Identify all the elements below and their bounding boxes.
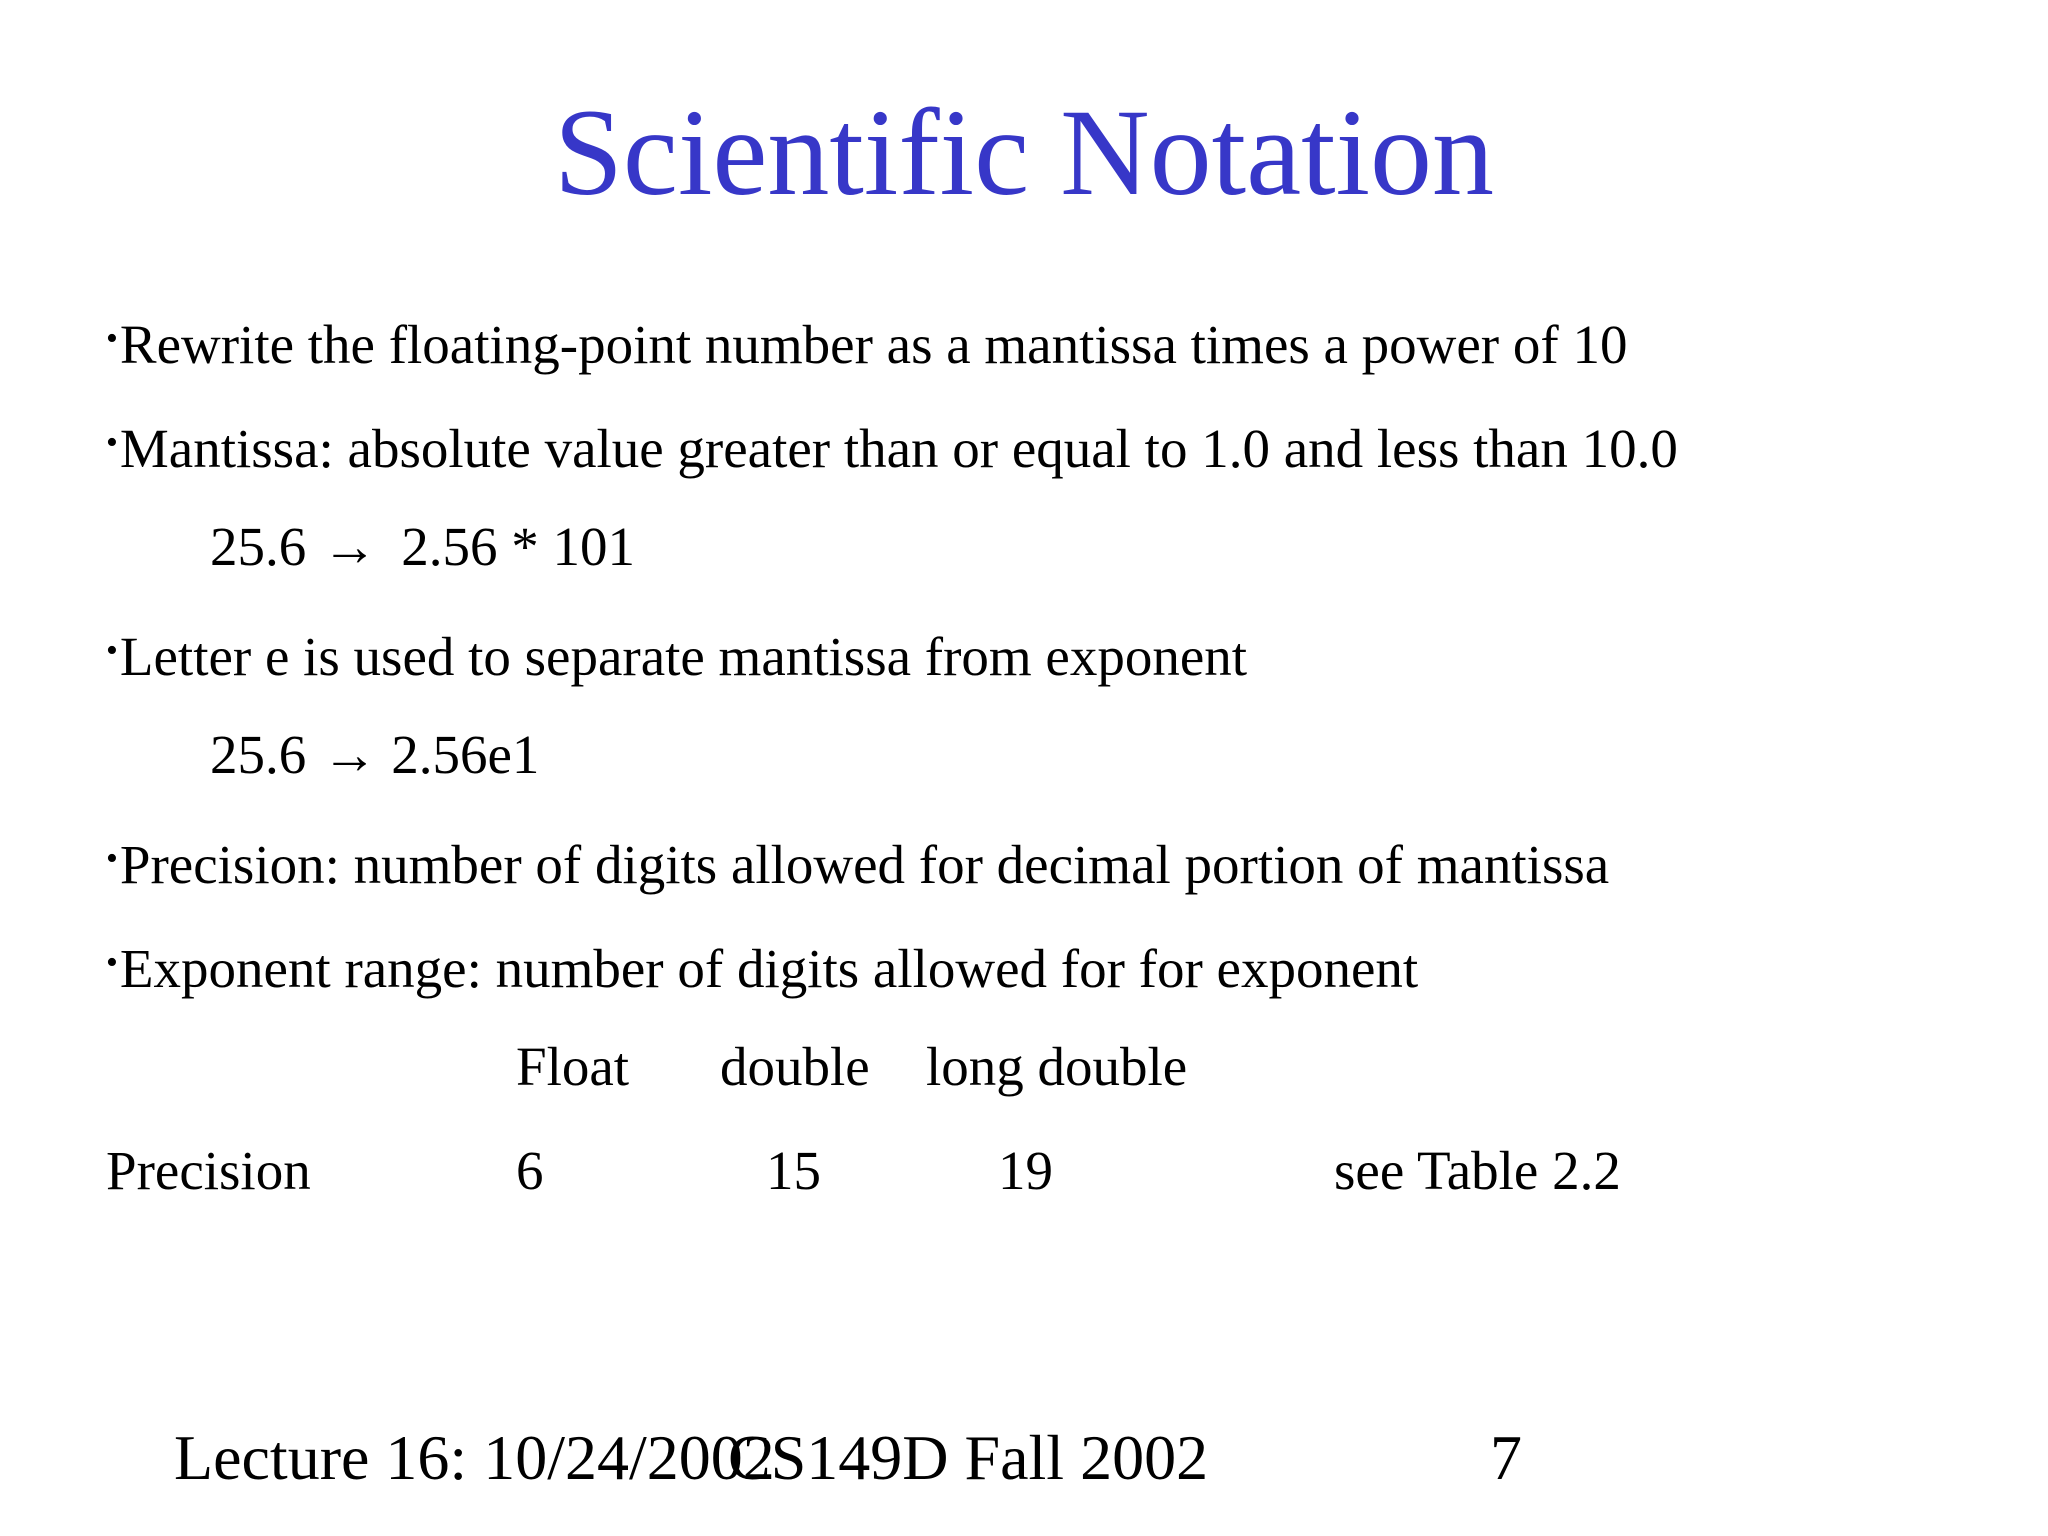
bullet-icon: • [106, 320, 118, 357]
bullet-text: Letter e is used to separate mantissa from exponent [119, 626, 1248, 687]
footer-lecture: Lecture 16: 10/24/2002 [174, 1422, 775, 1493]
bullet-item-exponent-range [106, 928, 1418, 1004]
bullet-text: Mantissa: absolute value greater than or equal to 1.0 and less than 10.0 [119, 418, 1678, 479]
example-line-2 [210, 720, 539, 790]
bullet-icon: • [106, 840, 118, 877]
slide-title: Scientific Notation [553, 84, 1495, 221]
bullet-icon: • [106, 424, 118, 461]
table-row-label: Precision [106, 1140, 311, 1201]
example-input: 25.6 [210, 516, 307, 577]
table-header-float: Float [516, 1036, 630, 1097]
bullet-text: Rewrite the floating-point number as a mantissa times a power of 10 [119, 314, 1628, 375]
bullet-item-precision [106, 824, 1609, 900]
bullet-item-rewrite [106, 304, 1627, 380]
table-cell-long-double: 19 [998, 1140, 1053, 1201]
footer-page-number: 7 [1490, 1422, 1522, 1493]
bullet-item-letter-e [106, 616, 1247, 692]
example-input: 25.6 [210, 724, 307, 785]
example-output: 2.56e1 [391, 724, 540, 785]
bullet-text: Precision: number of digits allowed for decimal portion of mantissa [119, 834, 1610, 895]
table-header-double: double [720, 1036, 870, 1097]
table-note: see Table 2.2 [1334, 1140, 1621, 1201]
bullet-icon: • [106, 632, 118, 669]
example-line-1 [210, 512, 635, 582]
bullet-icon: • [106, 944, 118, 981]
table-header-long-double: long double [926, 1036, 1188, 1097]
bullet-item-mantissa [106, 408, 1678, 484]
footer-course: CS149D Fall 2002 [728, 1422, 1209, 1493]
arrow-right-icon: → [322, 516, 378, 577]
table-cell-float: 6 [516, 1140, 544, 1201]
bullet-text: Exponent range: number of digits allowed for for exponent [119, 938, 1419, 999]
arrow-right-icon: → [322, 724, 378, 785]
example-output: 2.56 * 101 [401, 516, 635, 577]
table-cell-double: 15 [766, 1140, 821, 1201]
